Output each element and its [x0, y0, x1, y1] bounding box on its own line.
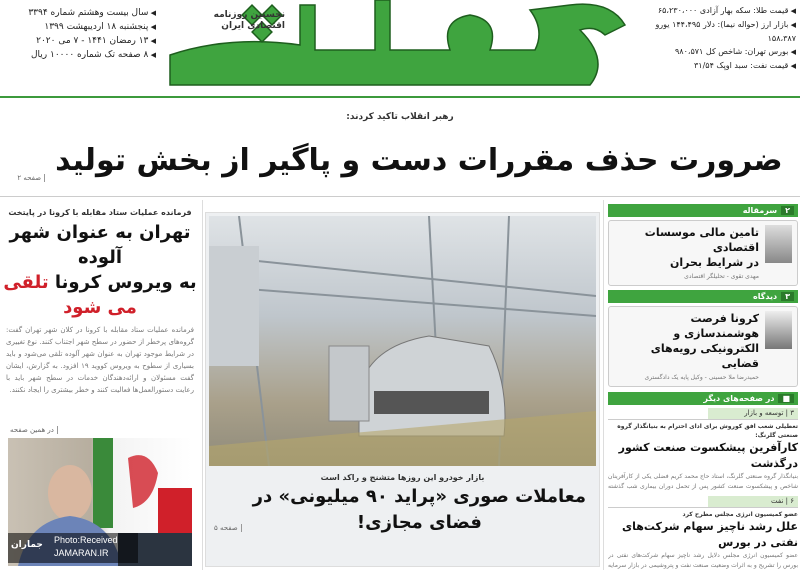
jamaran-watermark: جماران — [11, 540, 43, 550]
divider — [0, 196, 800, 197]
right-column — [608, 204, 798, 571]
section-header: ۲سرمقاله — [608, 204, 798, 217]
left-body: فرمانده عملیات ستاد مقابله با کرونا در کلان شهر تهران گفت: گروه‌های پرخطر از حضور در سطح شهر اجتناب کنند. نوع تغییری در شرایط موجود تهران به عنوان شهر آلوده تلقی می‌شود و باید بسیاری از سطوح به ویروس کووید ۱۹ افزود. به گزارش، ایشان گفت مسئولان و ارائه‌دهندگان خدمات در سطح شهر باید با رعایت دستورالعمل‌ها فعالیت کنند و خطر بیشتری را ایجاد نکنند. — [6, 326, 194, 394]
other-pages-item[interactable]: ۶ | نفت عضو کمیسیون انرژی مجلس مطرح کرد علل رشد ناچیز سهام شرکت‌های نفتی در بورس عضو کمیسیون انرژی مجلس دلایل رشد ناچیز سهام شرکت‌های نفتی در بورس را تشریح و به اثرات وضعیت صنعت نفت و پتروشیمی در بازار سرمایه — [608, 497, 798, 569]
market-info: ◀ قیمت طلا: سکه بهار آزادی ۶۵،۲۳۰،۰۰۰ ◀ بازار ارز (حواله نیما): دلار ۱۴۴،۴۹۵ یورو ۱۵۸،۳۸۷ ◀ بورس تهران: شاخص کل ۹۸۰،۵۷۱ ◀ قیمت نفت: سبد اوپک ۳۱/۵۴ — [631, 4, 796, 73]
author-photo — [765, 311, 792, 349]
official-photo — [8, 438, 192, 566]
left-headline[interactable]: تهران به عنوان شهر آلوده به ویروس کرونا تلقی می شود — [3, 222, 197, 318]
other-pages-item[interactable]: ۳ | توسعه و بازار تعطیلی شعب افق کوروش برای ادای احترام به بنیانگذار گروه صنعتی گلرنگ: کارآفرین پیشکسوت صنعت کشور درگذشت بنیانگذار گروه صنعتی گلرنگ، استاد حاج محمد کریم فضلی یکی از کارآفرینان شاخص و پیشکسوت صنعت کشور پس از تحمل دوران بیماری شب گذشته — [608, 409, 798, 490]
lead-headline[interactable]: ضرورت حذف مقررات دست و پاگیر از بخش تولید — [55, 143, 783, 178]
opinion-box[interactable]: کرونا فرصت هوشمندسازی و الکترونیکی رویه‌های قضایی حمیدرضا ملا حسینی - وکیل پایه یک دادگستری — [608, 306, 798, 387]
other-pages-header: ■در صفحه‌های دیگر — [608, 392, 798, 405]
lead-kicker: رهبر انقلاب تاکید کردند: — [346, 112, 454, 122]
masthead-divider — [0, 96, 800, 98]
car-factory-photo — [209, 216, 596, 466]
center-story — [205, 212, 600, 567]
page-ref[interactable]: در همین صفحه — [10, 426, 58, 434]
center-headline[interactable]: معاملات صوری «پراید ۹۰ میلیونی» در فضای مجازی! — [252, 486, 587, 533]
author-photo — [765, 225, 792, 263]
page-ref[interactable]: صفحه ۲ — [17, 174, 45, 182]
photo-credit: جماران Photo:Received JAMARAN.IR — [8, 533, 138, 563]
center-kicker: بازار خودرو این روزها متشنج و راکد است — [320, 473, 485, 482]
center-headline-row — [206, 482, 599, 536]
opinion-box[interactable]: تامین مالی موسسات اقتصادی در شرایط بحران مهدی تقوی - تحلیلگر اقتصادی — [608, 220, 798, 286]
page-ref[interactable]: صفحه ۵ — [214, 524, 242, 532]
left-kicker: فرمانده عملیات ستاد مقابله با کرونا در پایتخت — [8, 208, 192, 217]
left-story — [0, 200, 200, 568]
lead-row — [4, 130, 796, 192]
column-divider — [202, 200, 203, 570]
issue-info: ◀ سال بیست وهشتم شماره ۳۳۹۴ ◀ پنجشنبه ۱۸ اردیبهشت ۱۳۹۹ ◀ ۱۳ رمضان ۱۴۴۱ - ۷ می ۲۰۲۰ ◀ ۸ صفحه تک شماره ۱۰۰۰۰ ریال — [6, 6, 156, 62]
section-header: ۳دیدگاه — [608, 290, 798, 303]
column-divider — [603, 200, 604, 570]
factory-illustration — [209, 216, 596, 466]
tagline: نخستین روزنامه اقتصادی ایران — [213, 10, 285, 31]
